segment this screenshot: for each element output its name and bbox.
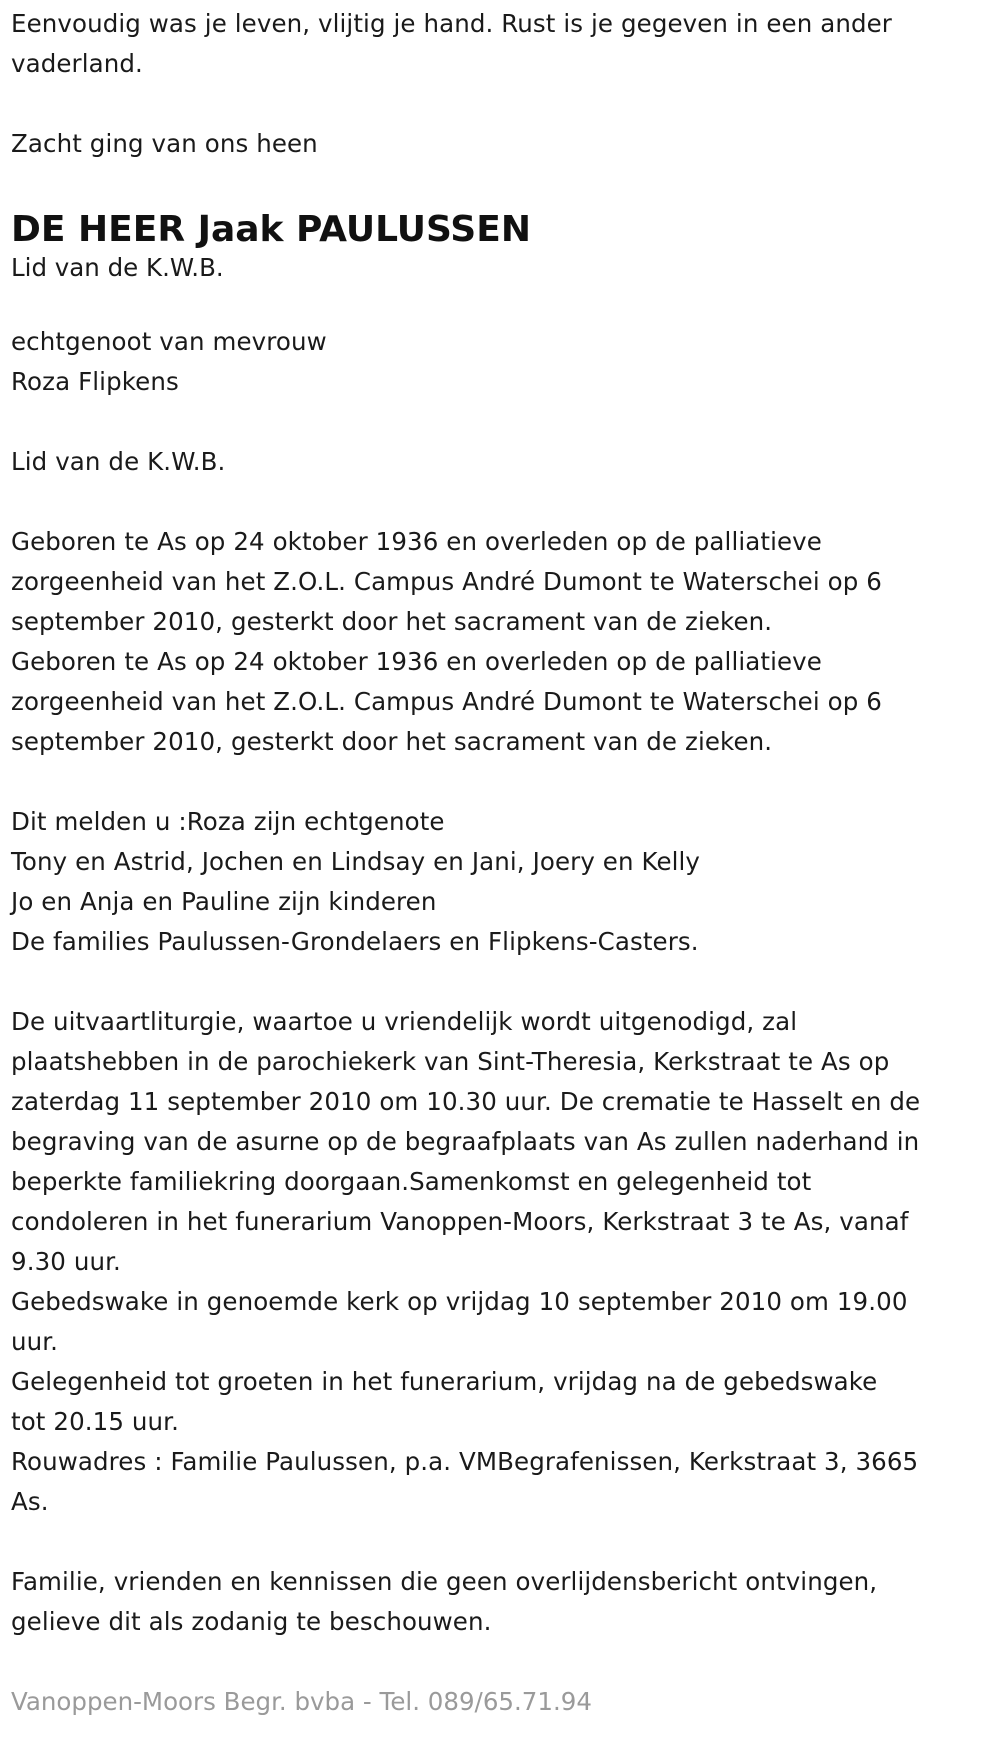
family-line: Jo en Anja en Pauline zijn kinderen xyxy=(11,887,437,916)
spouse-paragraph xyxy=(11,322,990,402)
funeral-line: tot 20.15 uur. xyxy=(11,1407,179,1436)
funeral-home-footer: Vanoppen-Moors Begr. bvba - Tel. 089/65.71.94 xyxy=(11,1687,592,1716)
motto-paragraph xyxy=(11,4,990,84)
funeral-line: Gebedswake in genoemde kerk op vrijdag 10 september 2010 om 19.00 xyxy=(11,1287,908,1316)
spouse-name: Roza Flipkens xyxy=(11,367,179,396)
funeral-line: zaterdag 11 september 2010 om 10.30 uur. De crematie te Hasselt en de xyxy=(11,1087,921,1116)
birth-death-line: Geboren te As op 24 oktober 1936 en overleden op de palliatieve xyxy=(11,647,822,676)
birth-death-line: september 2010, gesterkt door het sacrament van de zieken. xyxy=(11,607,773,636)
birth-death-line: zorgeenheid van het Z.O.L. Campus André Dumont te Waterschei op 6 xyxy=(11,687,882,716)
family-line: De families Paulussen-Grondelaers en Flipkens-Casters. xyxy=(11,927,699,956)
family-paragraph xyxy=(11,802,990,962)
birth-death-line: zorgeenheid van het Z.O.L. Campus André Dumont te Waterschei op 6 xyxy=(11,567,882,596)
funeral-line: Rouwadres : Familie Paulussen, p.a. VMBegrafenissen, Kerkstraat 3, 3665 xyxy=(11,1447,919,1476)
family-line: Tony en Astrid, Jochen en Lindsay en Jani, Joery en Kelly xyxy=(11,847,701,876)
funeral-line: De uitvaartliturgie, waartoe u vriendelijk wordt uitgenodigd, zal xyxy=(11,1007,798,1036)
funeral-paragraph xyxy=(11,1002,990,1522)
funeral-line: Gelegenheid tot groeten in het funerarium, vrijdag na de gebedswake xyxy=(11,1367,878,1396)
funeral-line: As. xyxy=(11,1487,49,1516)
funeral-line: uur. xyxy=(11,1327,59,1356)
deceased-block xyxy=(11,204,990,282)
funeral-line: condoleren in het funerarium Vanoppen-Moors, Kerkstraat 3 te As, vanaf xyxy=(11,1207,909,1236)
intro-text: Zacht ging van ons heen xyxy=(11,129,318,158)
spouse-line: echtgenoot van mevrouw xyxy=(11,327,327,356)
funeral-line: plaatshebben in de parochiekerk van Sint-Theresia, Kerkstraat te As op xyxy=(11,1047,890,1076)
family-line: Dit melden u :Roza zijn echtgenote xyxy=(11,807,445,836)
birth-death-line: Geboren te As op 24 oktober 1936 en overleden op de palliatieve xyxy=(11,527,822,556)
motto-line: vaderland. xyxy=(11,49,143,78)
membership-repeat: Lid van de K.W.B. xyxy=(11,447,226,476)
membership-text: Lid van de K.W.B. xyxy=(11,253,224,282)
motto-line: Eenvoudig was je leven, vlijtig je hand. Rust is je gegeven in een ander xyxy=(11,9,892,38)
funeral-line: beperkte familiekring doorgaan.Samenkomst en gelegenheid tot xyxy=(11,1167,812,1196)
birth-death-paragraph xyxy=(11,522,990,762)
funeral-line: 9.30 uur. xyxy=(11,1247,121,1276)
deceased-name: DE HEER Jaak PAULUSSEN xyxy=(11,209,531,250)
birth-death-line: september 2010, gesterkt door het sacrament van de zieken. xyxy=(11,727,773,756)
closing-line: Familie, vrienden en kennissen die geen overlijdensbericht ontvingen, xyxy=(11,1567,878,1596)
closing-line: gelieve dit als zodanig te beschouwen. xyxy=(11,1607,492,1636)
closing-paragraph xyxy=(11,1562,990,1642)
funeral-line: begraving van de asurne op de begraafplaats van As zullen naderhand in xyxy=(11,1127,920,1156)
